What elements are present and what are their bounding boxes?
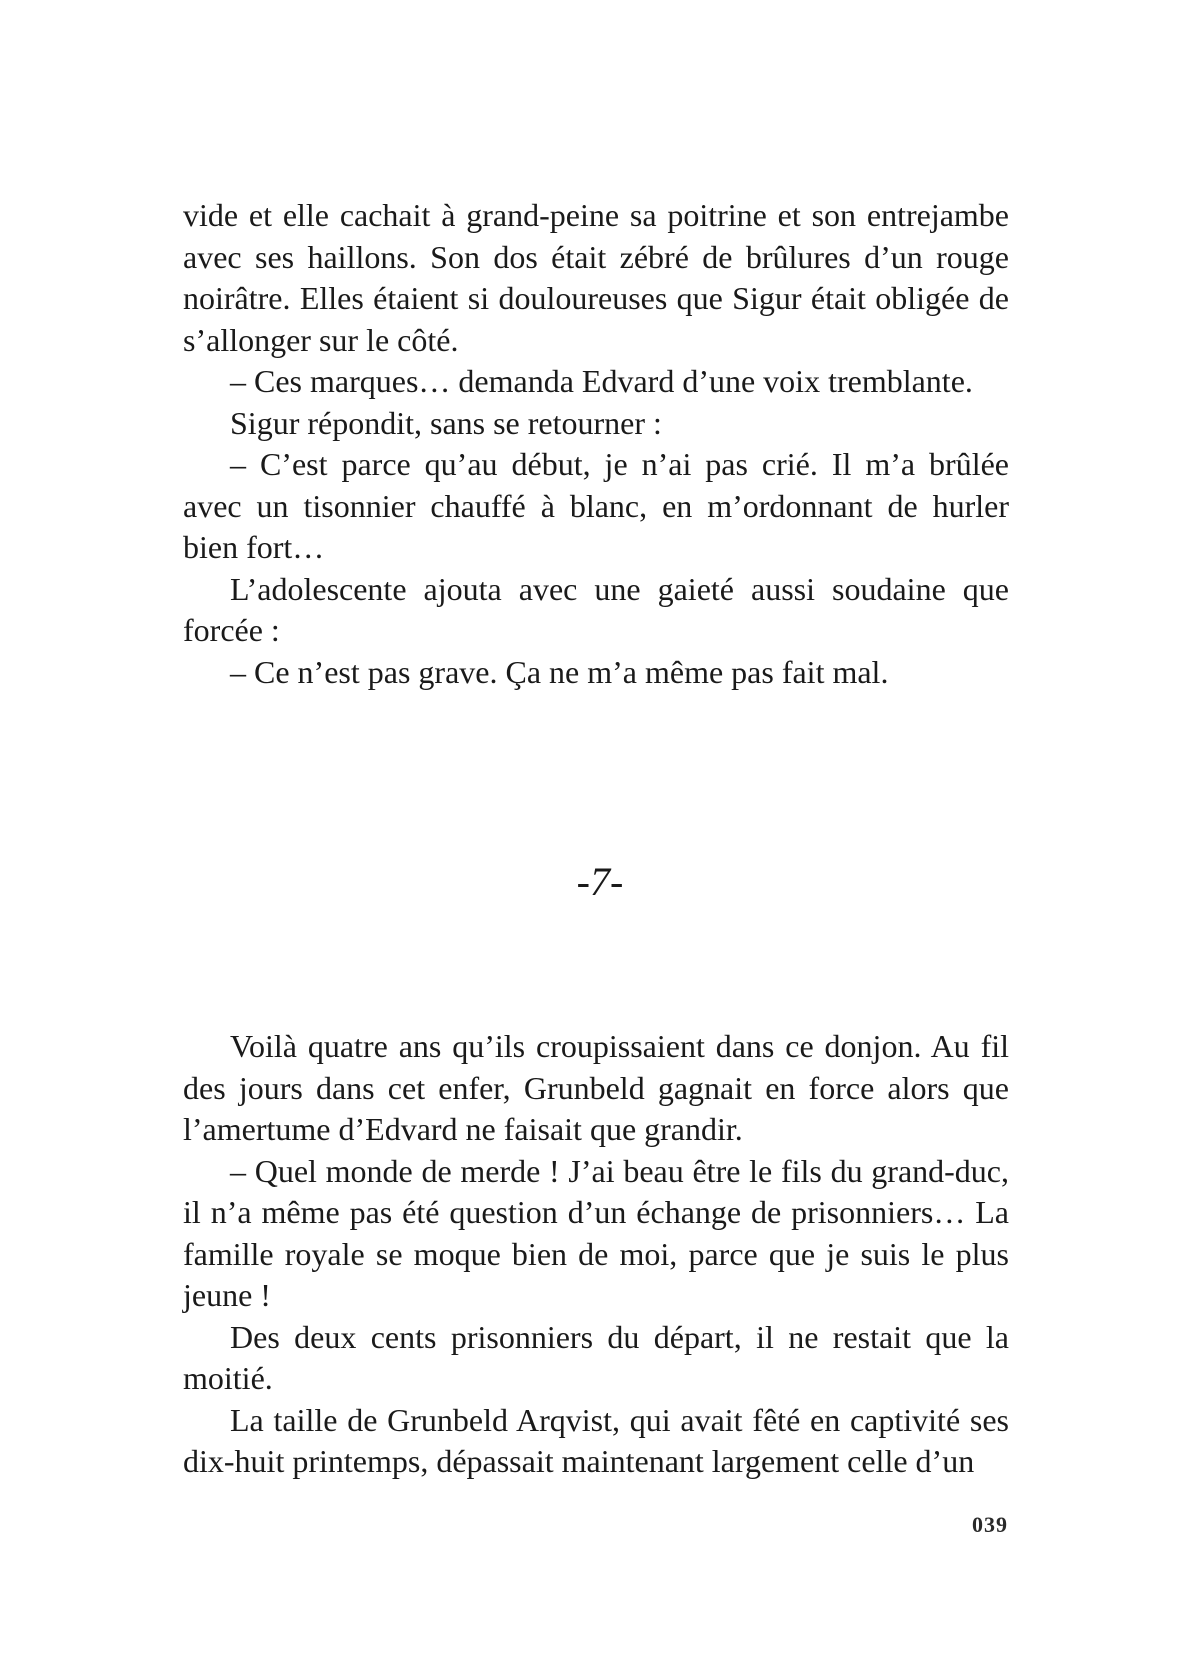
paragraph: – Ces marques… demanda Edvard d’une voix tremblante. [230,363,973,399]
paragraph: Des deux cents prisonniers du départ, il ne restait que la moitié. [183,1318,1009,1396]
text-block-top [183,195,1009,693]
paragraph: – Ce n’est pas grave. Ça ne m’a même pas fait mal. [230,653,889,690]
paragraph: L’adolescente ajouta avec une gaieté aussi soudaine que forcée : [183,570,1009,648]
paragraph: vide et elle cachait à grand-peine sa poitrine et son entrejambe avec ses haillons. Son dos était zébré de brûlures d’un rouge noirâtre. Elles étaient si douloureuses que Sigur était obligée de s’allonger sur le côté. [183,197,1009,358]
chapter-number: -7- [576,859,624,904]
paragraph: Voilà quatre ans qu’ils croupissaient dans ce donjon. Au fil des jours dans cet enfer, Grunbeld gagnait en force alors que l’amertume d’Edvard ne faisait que grandir. [183,1028,1009,1147]
paragraph: – Quel monde de merde ! J’ai beau être le fils du grand-duc, il n’a même pas été question d’un échange de prisonniers… La famille royale se moque bien de moi, parce que je suis le plus jeune ! [183,1152,1009,1313]
paragraph: – C’est parce qu’au début, je n’ai pas crié. Il m’a brûlée avec un tisonnier chauffé à blanc, en m’ordonnant de hurler bien fort… [183,446,1009,565]
text-block-bottom [183,1026,1009,1483]
paragraph: Sigur répondit, sans se retourner : [230,404,662,441]
page-number: 039 [972,1512,1008,1537]
paragraph: La taille de Grunbeld Arqvist, qui avait fêté en captivité ses dix-huit printemps, dépassait maintenant largement celle d’un [183,1401,1009,1479]
